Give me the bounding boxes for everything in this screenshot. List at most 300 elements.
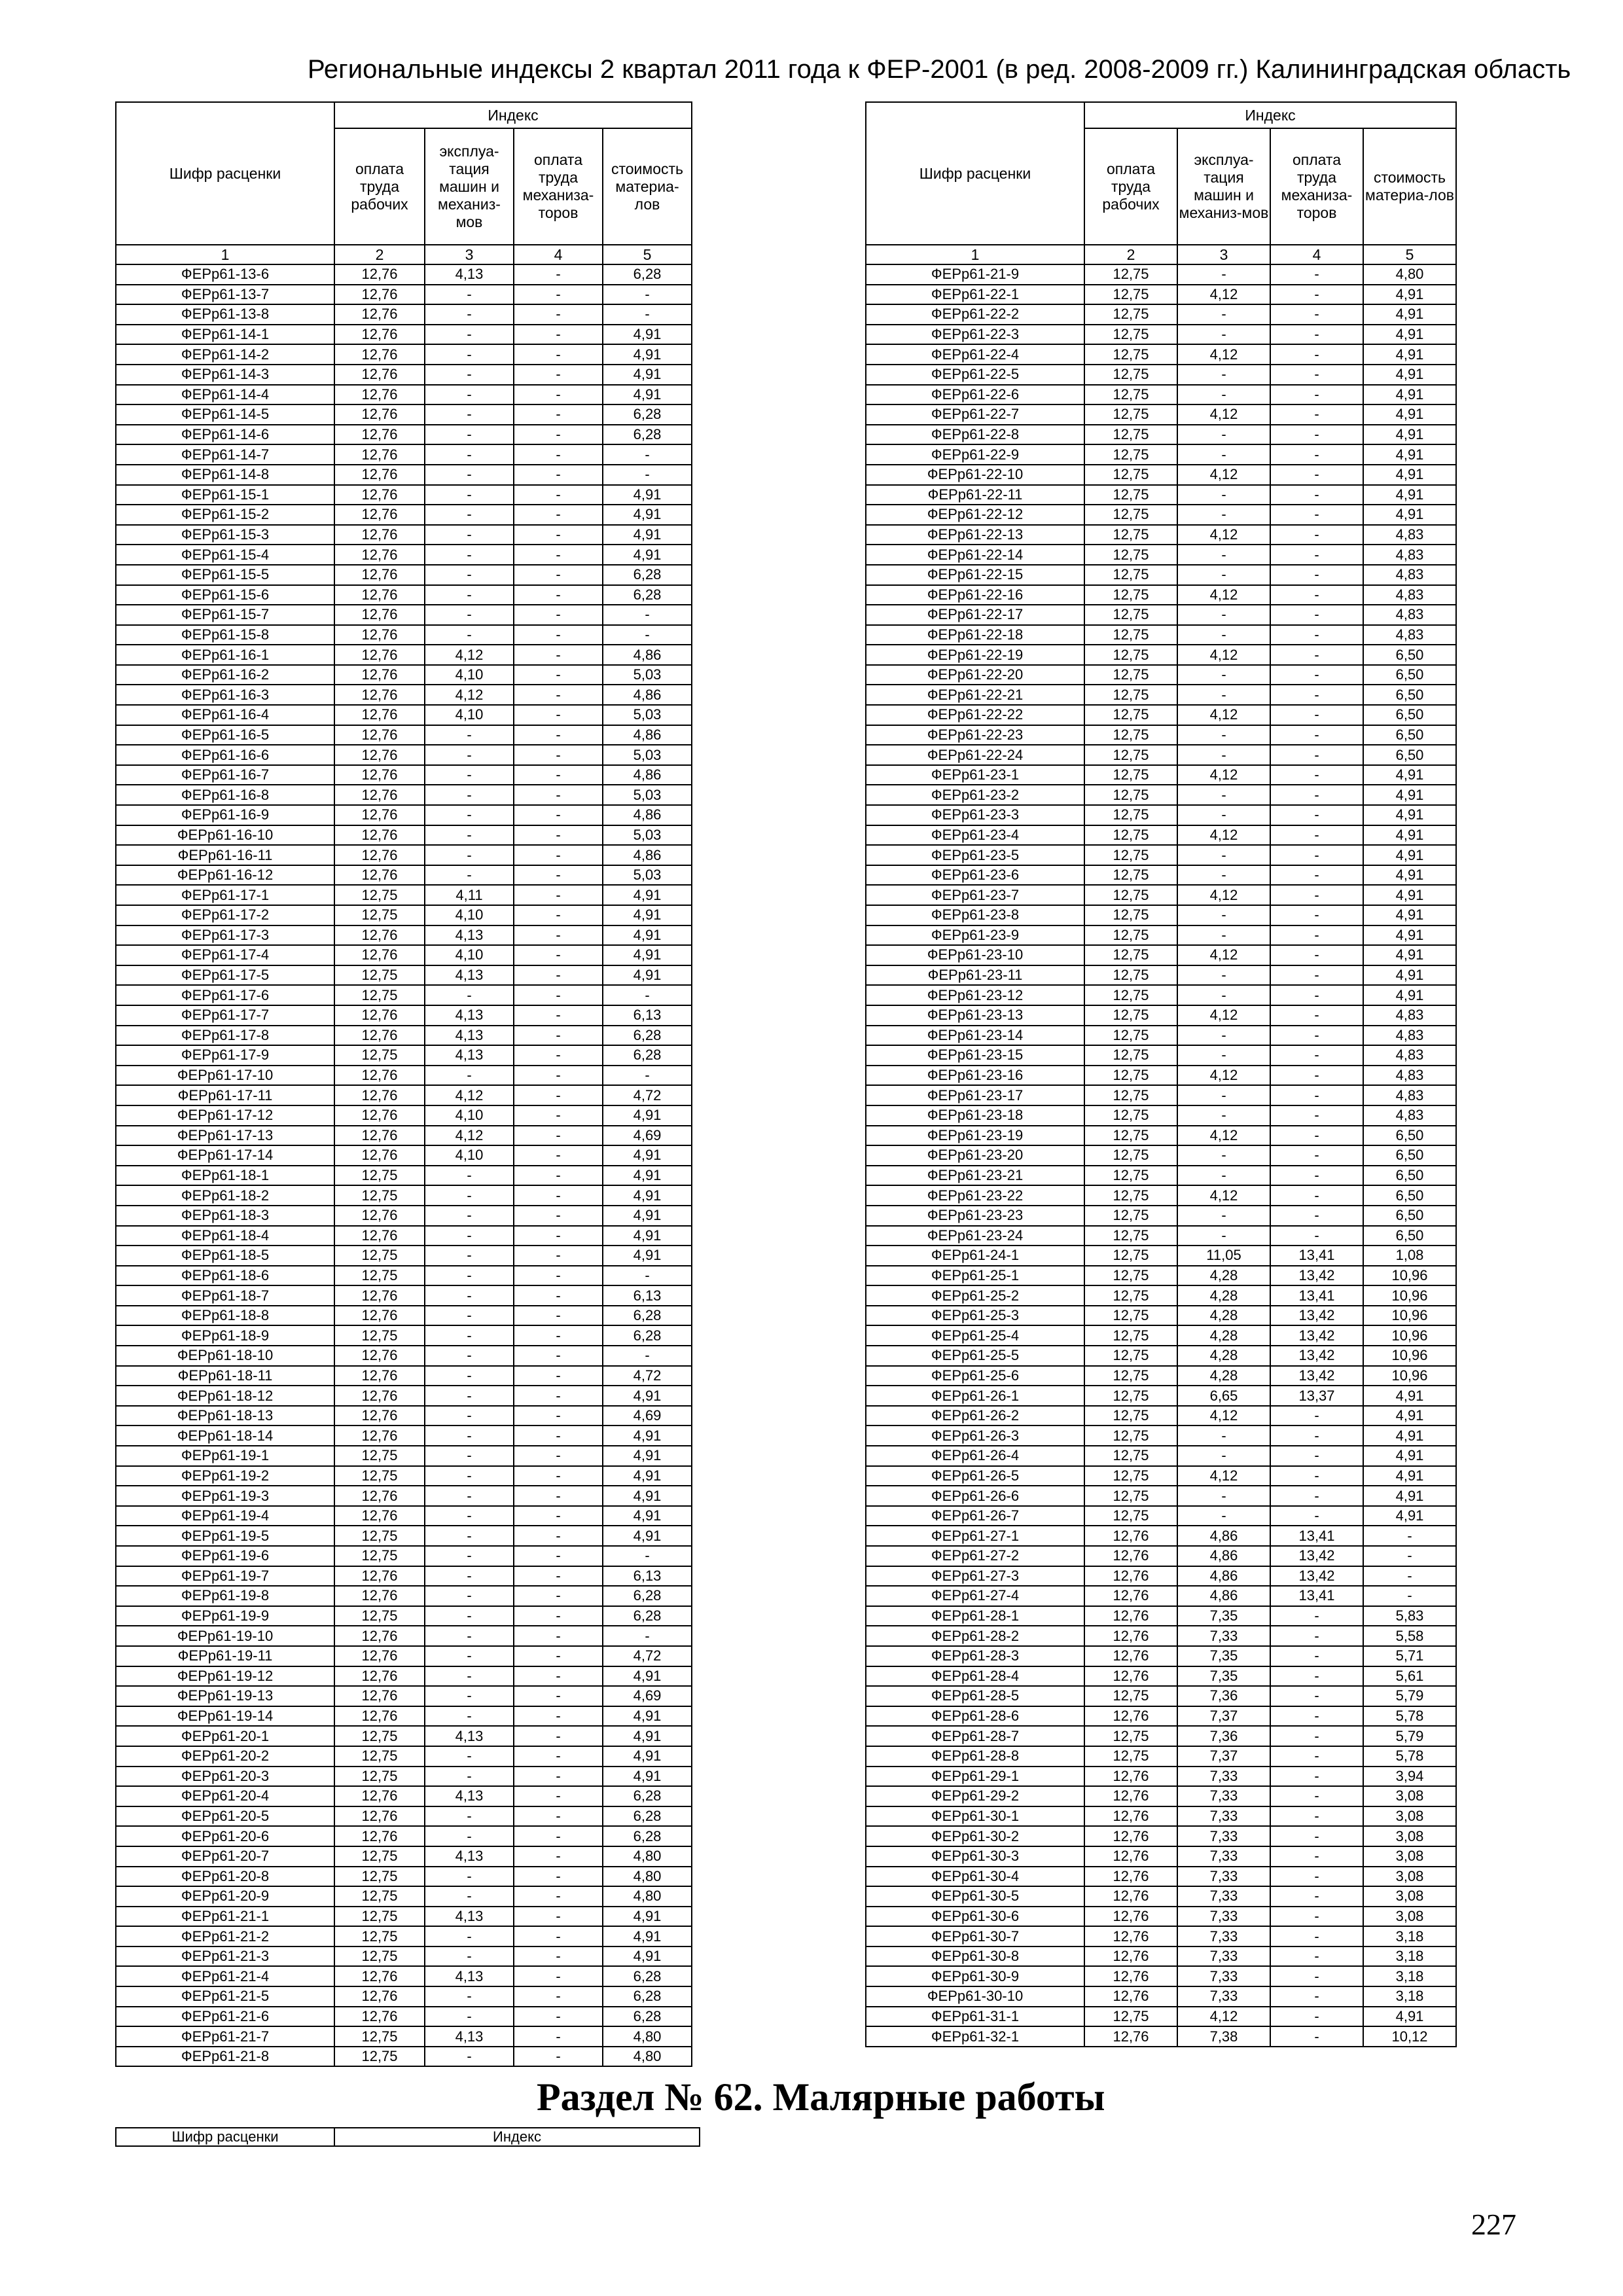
index-value-cell: 6,28 — [603, 565, 692, 585]
index-value-cell: - — [514, 1166, 603, 1186]
index-value-cell: - — [1270, 1045, 1363, 1066]
index-value-cell: - — [425, 1486, 514, 1506]
index-value-cell: 12,76 — [1084, 1606, 1177, 1626]
index-value-cell: 12,75 — [334, 1185, 425, 1206]
index-value-cell: 4,91 — [1363, 925, 1456, 946]
index-value-cell: - — [514, 545, 603, 565]
rate-code-cell: ФЕРр61-18-14 — [116, 1426, 334, 1446]
index-value-cell: - — [1177, 1426, 1270, 1446]
index-value-cell: 4,91 — [603, 925, 692, 946]
table-row — [116, 605, 692, 625]
rate-code-cell: ФЕРр61-22-5 — [866, 365, 1084, 385]
index-value-cell: 6,50 — [1363, 685, 1456, 705]
index-value-cell: 12,75 — [334, 1926, 425, 1946]
table-row — [116, 1486, 692, 1506]
section-title: Раздел № 62. Малярные работы — [537, 2075, 1105, 2119]
index-value-cell: - — [425, 465, 514, 485]
rate-code-cell: ФЕРр61-18-6 — [116, 1266, 334, 1286]
index-value-cell: - — [1177, 665, 1270, 685]
index-value-cell: 12,75 — [1084, 1726, 1177, 1746]
index-value-cell: 4,13 — [425, 264, 514, 285]
index-value-cell: - — [1363, 1566, 1456, 1587]
table-row — [116, 304, 692, 325]
index-value-cell: 4,12 — [1177, 705, 1270, 725]
rate-code-cell: ФЕРр61-13-7 — [116, 285, 334, 305]
index-value-cell: 12,76 — [334, 645, 425, 665]
index-value-cell: - — [514, 785, 603, 805]
column-number: 5 — [603, 245, 692, 264]
index-value-cell: 4,12 — [1177, 885, 1270, 905]
index-value-cell: - — [1270, 1686, 1363, 1706]
index-value-cell: 12,75 — [1084, 285, 1177, 305]
table-row — [116, 1386, 692, 1406]
index-value-cell: 4,80 — [603, 1846, 692, 1867]
index-value-cell: 12,76 — [334, 1486, 425, 1506]
index-value-cell: - — [425, 1706, 514, 1727]
index-value-cell: 12,75 — [1084, 1266, 1177, 1286]
rate-code-cell: ФЕРр61-30-8 — [866, 1946, 1084, 1967]
table-row — [116, 645, 692, 665]
index-value-cell: 7,35 — [1177, 1666, 1270, 1687]
index-value-cell: - — [514, 1946, 603, 1967]
table-row — [866, 1366, 1456, 1386]
index-value-cell: 7,37 — [1177, 1706, 1270, 1727]
index-value-cell: - — [1270, 1907, 1363, 1927]
index-value-cell: - — [514, 945, 603, 965]
index-value-cell: 4,91 — [1363, 825, 1456, 846]
index-value-cell: 12,75 — [1084, 1426, 1177, 1446]
index-value-cell: 6,13 — [603, 1566, 692, 1587]
index-value-cell: 6,28 — [603, 1966, 692, 1986]
table-row — [866, 645, 1456, 665]
index-value-cell: - — [1177, 545, 1270, 565]
index-value-cell: - — [425, 525, 514, 545]
index-value-cell: - — [603, 1266, 692, 1286]
index-value-cell: 5,71 — [1363, 1646, 1456, 1666]
index-value-cell: - — [514, 685, 603, 705]
table-row — [866, 685, 1456, 705]
index-value-cell: 6,28 — [603, 1045, 692, 1066]
index-value-cell: 4,91 — [603, 1166, 692, 1186]
index-value-cell: 12,76 — [334, 1646, 425, 1666]
table-row — [116, 825, 692, 846]
column-number: 4 — [1270, 245, 1363, 264]
index-value-cell: - — [603, 1546, 692, 1566]
table-row — [866, 1786, 1456, 1806]
rate-code-cell: ФЕРр61-18-11 — [116, 1366, 334, 1386]
table-row — [116, 1206, 692, 1226]
index-value-cell: 12,76 — [334, 525, 425, 545]
rate-code-cell: ФЕРр61-20-1 — [116, 1726, 334, 1746]
table-row — [866, 1566, 1456, 1587]
index-value-cell: 4,91 — [1363, 905, 1456, 925]
rate-code-cell: ФЕРр61-18-2 — [116, 1185, 334, 1206]
index-value-cell: 5,79 — [1363, 1686, 1456, 1706]
rate-code-cell: ФЕРр61-16-1 — [116, 645, 334, 665]
table-row — [866, 565, 1456, 585]
index-value-cell: 3,08 — [1363, 1806, 1456, 1827]
rate-code-cell: ФЕРр61-19-13 — [116, 1686, 334, 1706]
index-value-cell: 4,91 — [1363, 845, 1456, 865]
index-value-cell: 12,76 — [334, 1366, 425, 1386]
index-value-cell: - — [514, 404, 603, 425]
index-value-cell: 10,96 — [1363, 1285, 1456, 1306]
table-row — [116, 1946, 692, 1967]
index-value-cell: 7,33 — [1177, 1626, 1270, 1646]
index-value-cell: - — [425, 365, 514, 385]
index-value-cell: 12,76 — [334, 805, 425, 825]
index-value-cell: 7,33 — [1177, 1806, 1270, 1827]
index-value-cell: - — [425, 1666, 514, 1687]
index-value-cell: - — [1270, 1826, 1363, 1846]
table-row — [116, 1846, 692, 1867]
table-row — [116, 1105, 692, 1126]
index-value-cell: 4,13 — [425, 2026, 514, 2047]
index-value-cell: 6,50 — [1363, 1145, 1456, 1166]
index-value-cell: 4,83 — [1363, 1005, 1456, 1026]
table-row — [866, 1306, 1456, 1326]
table-row — [116, 625, 692, 645]
index-value-cell: - — [514, 1446, 603, 1466]
index-value-cell: - — [1270, 485, 1363, 505]
index-value-cell: - — [1270, 425, 1363, 445]
index-value-cell: 4,72 — [603, 1366, 692, 1386]
index-value-cell: 4,83 — [1363, 1085, 1456, 1105]
index-value-cell: 12,75 — [1084, 1185, 1177, 1206]
index-value-cell: 4,91 — [603, 1746, 692, 1767]
rate-code-cell: ФЕРр61-22-3 — [866, 325, 1084, 345]
table-row — [116, 1285, 692, 1306]
index-value-cell: - — [514, 1646, 603, 1666]
index-value-cell: 4,13 — [425, 1907, 514, 1927]
rate-code-cell: ФЕРр61-23-7 — [866, 885, 1084, 905]
index-value-cell: 12,75 — [1084, 485, 1177, 505]
table-row — [116, 1826, 692, 1846]
index-value-cell: 4,91 — [1363, 485, 1456, 505]
index-value-cell: - — [1270, 1466, 1363, 1486]
index-value-cell: - — [425, 565, 514, 585]
index-value-cell: 12,75 — [1084, 2007, 1177, 2027]
rate-code-cell: ФЕРр61-19-4 — [116, 1506, 334, 1526]
header-index: Индекс — [1084, 102, 1456, 128]
index-value-cell: 4,12 — [1177, 465, 1270, 485]
table-row — [116, 2007, 692, 2027]
rate-code-cell: ФЕРр61-14-2 — [116, 344, 334, 365]
index-value-cell: 13,42 — [1270, 1306, 1363, 1326]
index-value-cell: - — [1270, 765, 1363, 785]
table-row — [866, 1486, 1456, 1506]
index-value-cell: - — [1270, 1806, 1363, 1827]
table-row — [116, 1366, 692, 1386]
index-value-cell: - — [603, 985, 692, 1005]
table-row — [866, 344, 1456, 365]
table-row — [116, 385, 692, 405]
index-value-cell: 12,75 — [1084, 585, 1177, 605]
index-value-cell: 4,13 — [425, 1005, 514, 1026]
index-value-cell: 12,75 — [334, 1746, 425, 1767]
index-value-cell: - — [425, 1206, 514, 1226]
rate-code-cell: ФЕРр61-26-2 — [866, 1406, 1084, 1426]
index-value-cell: 13,42 — [1270, 1366, 1363, 1386]
index-value-cell: - — [514, 425, 603, 445]
rate-code-cell: ФЕРр61-30-6 — [866, 1907, 1084, 1927]
index-value-cell: - — [1270, 925, 1363, 946]
rate-code-cell: ФЕРр61-15-3 — [116, 525, 334, 545]
index-value-cell: 4,91 — [603, 1907, 692, 1927]
index-value-cell: 4,12 — [1177, 945, 1270, 965]
index-value-cell: - — [425, 1746, 514, 1767]
table-row — [866, 825, 1456, 846]
index-value-cell: 4,12 — [425, 1126, 514, 1146]
table-row — [116, 685, 692, 705]
rate-code-cell: ФЕРр61-25-3 — [866, 1306, 1084, 1326]
index-value-cell: 4,91 — [1363, 1506, 1456, 1526]
table-row — [866, 765, 1456, 785]
index-value-cell: 12,76 — [334, 325, 425, 345]
column-number: 2 — [1084, 245, 1177, 264]
rate-code-cell: ФЕРр61-30-1 — [866, 1806, 1084, 1827]
index-value-cell: - — [1270, 1226, 1363, 1246]
index-value-cell: 12,75 — [1084, 805, 1177, 825]
index-value-cell: - — [514, 1005, 603, 1026]
index-value-cell: - — [514, 1686, 603, 1706]
table-row — [866, 525, 1456, 545]
index-value-cell: - — [514, 1026, 603, 1046]
index-value-cell: - — [1177, 785, 1270, 805]
rate-code-cell: ФЕРр61-16-9 — [116, 805, 334, 825]
rate-code-cell: ФЕРр61-19-3 — [116, 1486, 334, 1506]
rate-code-cell: ФЕРр61-27-3 — [866, 1566, 1084, 1587]
index-value-cell: 12,76 — [334, 485, 425, 505]
header-index: Индекс — [334, 2128, 700, 2146]
index-value-cell: 4,91 — [1363, 945, 1456, 965]
index-value-cell: 4,91 — [603, 325, 692, 345]
index-value-cell: 12,76 — [334, 1966, 425, 1986]
table-row — [866, 705, 1456, 725]
rate-code-cell: ФЕРр61-30-4 — [866, 1867, 1084, 1887]
index-value-cell: - — [1270, 325, 1363, 345]
index-value-cell: - — [1177, 425, 1270, 445]
rate-code-cell: ФЕРр61-20-4 — [116, 1786, 334, 1806]
table-row — [866, 585, 1456, 605]
rate-code-cell: ФЕРр61-28-7 — [866, 1726, 1084, 1746]
table-row — [116, 264, 692, 285]
rate-code-cell: ФЕРр61-21-4 — [116, 1966, 334, 1986]
index-value-cell: 12,75 — [334, 1867, 425, 1887]
index-value-cell: - — [425, 2007, 514, 2027]
index-value-cell: - — [1177, 985, 1270, 1005]
index-value-cell: 4,83 — [1363, 1066, 1456, 1086]
index-value-cell: - — [1177, 965, 1270, 986]
index-value-cell: - — [514, 1145, 603, 1166]
index-value-cell: - — [1270, 1706, 1363, 1727]
index-value-cell: 12,76 — [334, 425, 425, 445]
index-value-cell: 12,75 — [1084, 1005, 1177, 1026]
index-value-cell: 6,28 — [603, 1986, 692, 2007]
index-value-cell: 3,18 — [1363, 1926, 1456, 1946]
index-value-cell: - — [1177, 1085, 1270, 1105]
index-value-cell: 12,75 — [334, 1246, 425, 1266]
index-value-cell: - — [603, 304, 692, 325]
rate-code-cell: ФЕРр61-22-2 — [866, 304, 1084, 325]
table-row — [866, 745, 1456, 765]
index-value-cell: - — [514, 1105, 603, 1126]
rate-code-cell: ФЕРр61-21-5 — [116, 1986, 334, 2007]
rate-code-cell: ФЕРр61-14-8 — [116, 465, 334, 485]
index-value-cell: - — [1270, 1166, 1363, 1186]
index-value-cell: 12,75 — [1084, 425, 1177, 445]
table-row — [866, 1446, 1456, 1466]
rate-code-cell: ФЕРр61-30-3 — [866, 1846, 1084, 1867]
table-row — [866, 1526, 1456, 1546]
header-machinists: оплата труда механиза-торов — [514, 128, 603, 245]
index-value-cell: 12,76 — [334, 1105, 425, 1126]
table-row — [866, 885, 1456, 905]
index-value-cell: - — [425, 605, 514, 625]
index-value-cell: - — [514, 1506, 603, 1526]
rate-code-cell: ФЕРр61-23-9 — [866, 925, 1084, 946]
index-value-cell: 5,03 — [603, 665, 692, 685]
index-value-cell: - — [1270, 1066, 1363, 1086]
rate-code-cell: ФЕРр61-16-2 — [116, 665, 334, 685]
index-value-cell: - — [1270, 945, 1363, 965]
table-row — [116, 1085, 692, 1105]
index-value-cell: 5,03 — [603, 785, 692, 805]
index-value-cell: - — [514, 1606, 603, 1626]
table-row — [116, 1166, 692, 1186]
rate-code-cell: ФЕРр61-22-22 — [866, 705, 1084, 725]
rate-code-cell: ФЕРр61-16-10 — [116, 825, 334, 846]
index-value-cell: 4,86 — [603, 645, 692, 665]
index-value-cell: - — [1270, 805, 1363, 825]
table-row — [866, 1666, 1456, 1687]
table-row — [116, 905, 692, 925]
index-value-cell: 12,76 — [1084, 1806, 1177, 1827]
index-value-cell: - — [1270, 404, 1363, 425]
index-value-cell: 5,61 — [1363, 1666, 1456, 1687]
index-value-cell: - — [514, 1386, 603, 1406]
index-value-cell: 3,08 — [1363, 1846, 1456, 1867]
rate-code-cell: ФЕРр61-23-17 — [866, 1085, 1084, 1105]
table-row — [116, 565, 692, 585]
index-value-cell: - — [1270, 605, 1363, 625]
table-row — [866, 1826, 1456, 1846]
column-number: 3 — [1177, 245, 1270, 264]
rate-code-cell: ФЕРр61-17-13 — [116, 1126, 334, 1146]
index-value-cell: 13,42 — [1270, 1266, 1363, 1286]
index-value-cell: 5,58 — [1363, 1626, 1456, 1646]
index-value-cell: - — [514, 2047, 603, 2067]
index-value-cell: 4,83 — [1363, 1105, 1456, 1126]
index-value-cell: 3,94 — [1363, 1767, 1456, 1787]
index-value-cell: - — [425, 1426, 514, 1446]
index-value-cell: - — [1270, 1126, 1363, 1146]
table-row — [116, 765, 692, 785]
index-value-cell: 12,75 — [1084, 565, 1177, 585]
document-title: Региональные индексы 2 квартал 2011 года к ФЕР-2001 (в ред. 2008-2009 гг.) Калининградская область — [308, 55, 1571, 84]
rate-code-cell: ФЕРр61-23-8 — [866, 905, 1084, 925]
index-value-cell: - — [425, 1646, 514, 1666]
index-value-cell: - — [1270, 1946, 1363, 1967]
index-value-cell: - — [1270, 1446, 1363, 1466]
index-value-cell: 12,75 — [1084, 1406, 1177, 1426]
index-value-cell: 6,28 — [603, 264, 692, 285]
table-row — [116, 1126, 692, 1146]
table-row — [116, 2047, 692, 2067]
index-value-cell: 6,28 — [603, 425, 692, 445]
header-code: Шифр расценки — [866, 102, 1084, 245]
index-value-cell: 12,76 — [334, 1706, 425, 1727]
table-row — [866, 1886, 1456, 1907]
index-value-cell: - — [514, 725, 603, 745]
index-value-cell: - — [1270, 865, 1363, 886]
rate-code-cell: ФЕРр61-20-5 — [116, 1806, 334, 1827]
rate-code-cell: ФЕРр61-32-1 — [866, 2026, 1084, 2047]
table-row — [866, 605, 1456, 625]
table-row — [116, 1546, 692, 1566]
index-value-cell: 4,91 — [603, 1486, 692, 1506]
rate-code-cell: ФЕРр61-22-21 — [866, 685, 1084, 705]
table-row — [116, 945, 692, 965]
index-value-cell: 4,91 — [1363, 1466, 1456, 1486]
index-value-cell: 4,83 — [1363, 605, 1456, 625]
rate-code-cell: ФЕРр61-20-2 — [116, 1746, 334, 1767]
index-value-cell: 4,11 — [425, 885, 514, 905]
index-value-cell: 12,76 — [334, 605, 425, 625]
table-row — [116, 725, 692, 745]
index-value-cell: 4,28 — [1177, 1325, 1270, 1346]
index-value-cell: 4,80 — [1363, 264, 1456, 285]
index-value-cell: 4,91 — [1363, 385, 1456, 405]
rate-code-cell: ФЕРр61-25-4 — [866, 1325, 1084, 1346]
index-value-cell: 4,12 — [1177, 1185, 1270, 1206]
index-value-cell: - — [425, 1526, 514, 1546]
table-row — [866, 1726, 1456, 1746]
index-value-cell: - — [1177, 805, 1270, 825]
index-value-cell: 4,83 — [1363, 1026, 1456, 1046]
index-value-cell: 4,12 — [1177, 404, 1270, 425]
index-value-cell: 4,91 — [603, 385, 692, 405]
index-value-cell: - — [425, 344, 514, 365]
index-value-cell: - — [514, 505, 603, 525]
rate-code-cell: ФЕРр61-18-9 — [116, 1325, 334, 1346]
table-row — [866, 945, 1456, 965]
index-value-cell: 12,76 — [334, 1306, 425, 1326]
table-row — [116, 1646, 692, 1666]
rate-code-cell: ФЕРр61-20-7 — [116, 1846, 334, 1867]
index-value-cell: 12,76 — [334, 1386, 425, 1406]
index-value-cell: - — [1177, 505, 1270, 525]
table-row — [866, 925, 1456, 946]
rate-code-cell: ФЕРр61-16-4 — [116, 705, 334, 725]
index-value-cell: - — [1270, 1626, 1363, 1646]
index-value-cell: 12,75 — [1084, 325, 1177, 345]
column-number: 2 — [334, 245, 425, 264]
table-row — [866, 625, 1456, 645]
index-value-cell: - — [425, 1946, 514, 1967]
table-row — [866, 805, 1456, 825]
index-value-cell: 4,13 — [425, 965, 514, 986]
rate-code-cell: ФЕРр61-17-5 — [116, 965, 334, 986]
index-value-cell: - — [1177, 1446, 1270, 1466]
table-row — [866, 785, 1456, 805]
index-value-cell: - — [603, 1346, 692, 1366]
index-value-cell: - — [514, 1907, 603, 1927]
index-value-cell: 12,76 — [334, 1586, 425, 1606]
index-value-cell: - — [1270, 465, 1363, 485]
index-value-cell: 12,76 — [1084, 1986, 1177, 2007]
index-value-cell: 7,33 — [1177, 1986, 1270, 2007]
